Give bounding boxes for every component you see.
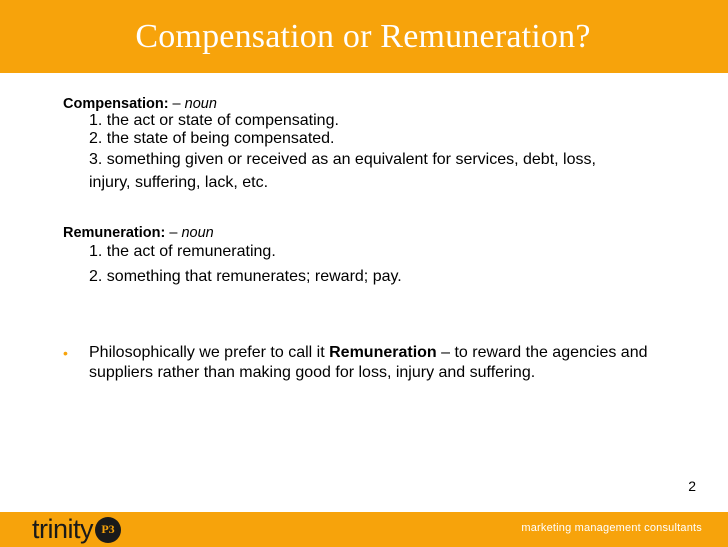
part-of-speech: noun: [181, 225, 214, 241]
bullet-text: [89, 343, 649, 383]
bullet-marker: •: [63, 345, 68, 361]
trinity-p3-logo: [32, 512, 121, 547]
sense-item: 2. the state of being compensated.: [89, 130, 335, 147]
list-item: [63, 343, 663, 383]
sense-item: 3. something given or received as an equivalent for services, debt, loss, injury, suffering, lack, etc.: [89, 151, 596, 191]
title-bar: [0, 0, 728, 73]
bullet-text-after: – to reward the agencies and suppliers rather than making good for loss, injury and suffering.: [89, 344, 648, 381]
page-number: 2: [688, 478, 696, 494]
sense-list: [63, 112, 623, 194]
definition-remuneration: [63, 225, 402, 286]
bullet-text-before: Philosophically we prefer to call it: [89, 344, 330, 361]
sense-item: 1. the act or state of compensating.: [89, 112, 339, 129]
logo-wordmark: trinity: [32, 514, 94, 544]
logo-badge-icon: P3: [95, 517, 121, 543]
slide-title: Compensation or Remuneration?: [135, 17, 591, 55]
term-line: [63, 225, 402, 241]
dash: –: [165, 225, 182, 241]
part-of-speech: noun: [184, 96, 217, 112]
term: Remuneration:: [63, 225, 166, 241]
bullet-emphasis: Remuneration: [329, 344, 437, 361]
sense-item: 1. the act of remunerating.: [89, 243, 276, 260]
term: Compensation:: [63, 96, 169, 112]
sense-item: 2. something that remunerates; reward; pay.: [89, 268, 402, 285]
term-line: [63, 96, 623, 112]
bullet-list: [63, 343, 663, 383]
definition-compensation: [63, 96, 623, 194]
footer-tagline: marketing management consultants: [521, 522, 702, 534]
sense-list: [63, 243, 402, 286]
dash: –: [168, 96, 185, 112]
